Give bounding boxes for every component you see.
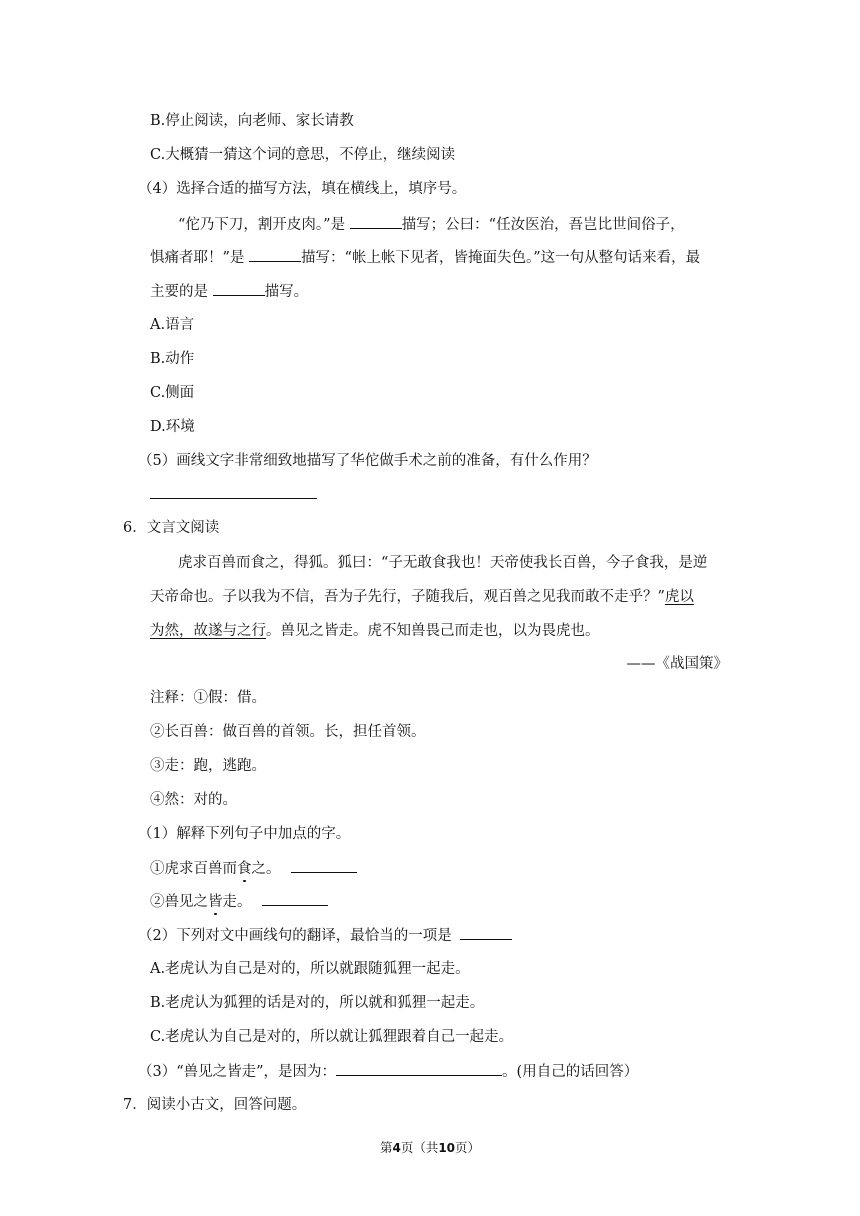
q5-sub4-option-d: D.环境: [150, 419, 195, 435]
q6-sub1-label: （1）解释下列句子中加点的字。: [138, 826, 351, 842]
q6-sub3: （3）“兽见之皆走”，是因为： 。(用自己的话回答）: [138, 1061, 638, 1082]
answer-line[interactable]: [150, 498, 317, 499]
q5-sub4-label: （4）选择合适的描写方法，填在横线上，填序号。: [138, 181, 467, 197]
q5-sub4-line2: 惧痛者耶！”是 描写：“帐上帐下见者，皆掩面失色。”这一句从整句话来看，最: [150, 247, 700, 268]
dotted-character: 食: [237, 861, 252, 877]
dotted-character: 皆: [208, 894, 223, 910]
q5-sub4-option-c: C.侧面: [150, 385, 195, 401]
answer-blank[interactable]: [291, 858, 357, 873]
q6-sub2-option-b: B.老虎认为狐狸的话是对的，所以就和狐狸一起走。: [150, 995, 485, 1011]
q6-sub2-label: （2）下列对文中画线句的翻译，最恰当的一项是: [138, 925, 512, 946]
answer-blank[interactable]: [336, 1061, 502, 1076]
q6-sub2-option-c: C.老虎认为自己是对的，所以就让狐狸跟着自己一起走。: [150, 1029, 514, 1045]
q6-note-4: ④然：对的。: [150, 792, 237, 808]
q5-sub4-option-a: A.语言: [150, 317, 195, 333]
q5-option-c: C.大概猜一猜这个词的意思，不停止，继续阅读: [150, 147, 456, 163]
answer-blank[interactable]: [249, 247, 301, 262]
q5-sub5-label: （5）画线文字非常细致地描写了华佗做手术之前的准备，有什么作用？: [138, 453, 597, 469]
q7-title: 7．阅读小古文，回答问题。: [123, 1097, 307, 1113]
q6-sub1-item2: ②兽见之皆走。: [150, 891, 328, 912]
page-footer: 第4页（共10页）: [379, 1140, 481, 1155]
q6-source: ——《战国策》: [626, 656, 728, 672]
q6-passage-line1: 虎求百兽而食之，得狐。狐曰：“子无敢食我也！天帝使我长百兽，今子食我，是逆: [178, 555, 708, 571]
total-pages-number: 10: [438, 1141, 456, 1155]
answer-blank[interactable]: [350, 214, 402, 229]
answer-blank[interactable]: [213, 281, 265, 296]
q6-note-3: ③走：跑，逃跑。: [150, 758, 266, 774]
q5-sub4-line1: “佗乃下刀，割开皮肉。”是 描写；公曰：“任汝医治，吾岂比世间俗子，: [178, 214, 685, 235]
q6-passage-line2: 天帝命也。子以我为不信，吾为子先行，子随我后，观百兽之见我而敢不走乎？”虎以: [150, 589, 694, 605]
q6-passage-line3: 为然，故遂与之行。兽见之皆走。虎不知兽畏己而走也，以为畏虎也。: [150, 623, 600, 639]
q6-sub1-item1: ①虎求百兽而食之。: [150, 858, 357, 879]
answer-blank[interactable]: [262, 891, 328, 906]
underlined-sentence: 虎以: [664, 589, 694, 605]
q5-sub4-option-b: B.动作: [150, 351, 195, 367]
q6-title: 6．文言文阅读: [123, 520, 220, 536]
q6-note-2: ②长百兽：做百兽的首领。长，担任首领。: [150, 724, 426, 740]
q5-sub4-line3: 主要的是 描写。: [150, 281, 308, 302]
current-page-number: 4: [392, 1141, 401, 1155]
q5-option-b: B.停止阅读，向老师、家长请教: [150, 113, 354, 129]
answer-blank[interactable]: [460, 925, 512, 940]
underlined-sentence: 为然，故遂与之行: [150, 623, 266, 639]
q6-sub2-option-a: A.老虎认为自己是对的，所以就跟随狐狸一起走。: [150, 961, 470, 977]
q6-note-1: 注释：①假：借。: [150, 690, 266, 706]
